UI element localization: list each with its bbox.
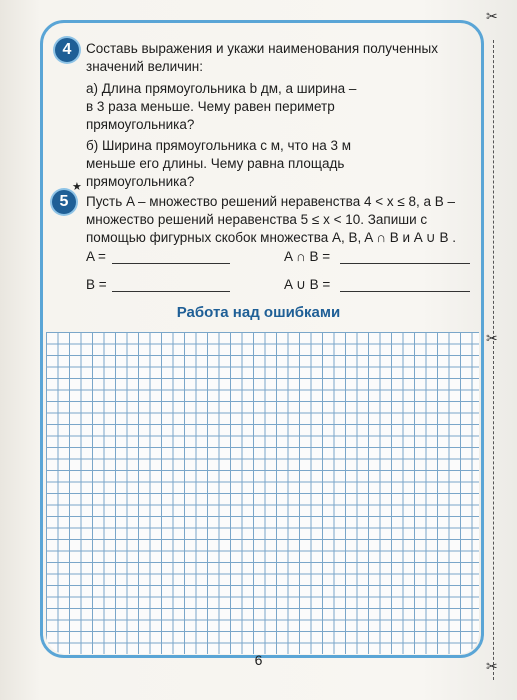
- set-intersection-answer-line[interactable]: [340, 263, 470, 264]
- scissors-icon: ✂: [486, 8, 498, 24]
- set-b-label: B =: [86, 277, 107, 292]
- star-icon: ★: [72, 181, 82, 193]
- set-intersection-label: A ∩ B =: [284, 249, 331, 264]
- set-a-answer-line[interactable]: [112, 263, 230, 264]
- set-union-answer-line[interactable]: [340, 291, 470, 292]
- set-a-label: A =: [86, 249, 106, 264]
- graph-paper-grid[interactable]: [46, 332, 479, 654]
- scissors-icon: ✂: [486, 330, 498, 346]
- task-number-4: 4: [55, 38, 79, 62]
- task4-text-line2: значений величин:: [86, 59, 203, 74]
- task4-text-line1: Составь выражения и укажи наименования полученных: [86, 41, 438, 56]
- scissors-icon: ✂: [486, 658, 498, 674]
- task4-a-line3: прямоугольника?: [86, 117, 195, 132]
- task4-b-line3: прямоугольника?: [86, 174, 195, 189]
- task5-text-line3: помощью фигурных скобок множества A, B, A ∩ B и A ∪ B .: [86, 230, 456, 245]
- set-union-label: A ∪ B =: [284, 277, 331, 292]
- page-number: 6: [254, 652, 263, 668]
- task-number-5: 5: [52, 190, 76, 214]
- cut-line: [493, 40, 494, 680]
- task5-text-line1: Пусть A – множество решений неравенства 4 < x ≤ 8, а B –: [86, 194, 456, 209]
- section-title: Работа над ошибками: [176, 304, 341, 321]
- task4-a-line1: а) Длина прямоугольника b дм, а ширина –: [86, 81, 357, 96]
- task4-b-line1: б) Ширина прямоугольника c м, что на 3 м: [86, 138, 352, 153]
- task4-b-line2: меньше его длины. Чему равна площадь: [86, 156, 345, 171]
- set-b-answer-line[interactable]: [112, 291, 230, 292]
- task5-text-line2: множество решений неравенства 5 ≤ x < 10. Запиши с: [86, 212, 428, 227]
- task4-a-line2: в 3 раза меньше. Чему равен периметр: [86, 99, 335, 114]
